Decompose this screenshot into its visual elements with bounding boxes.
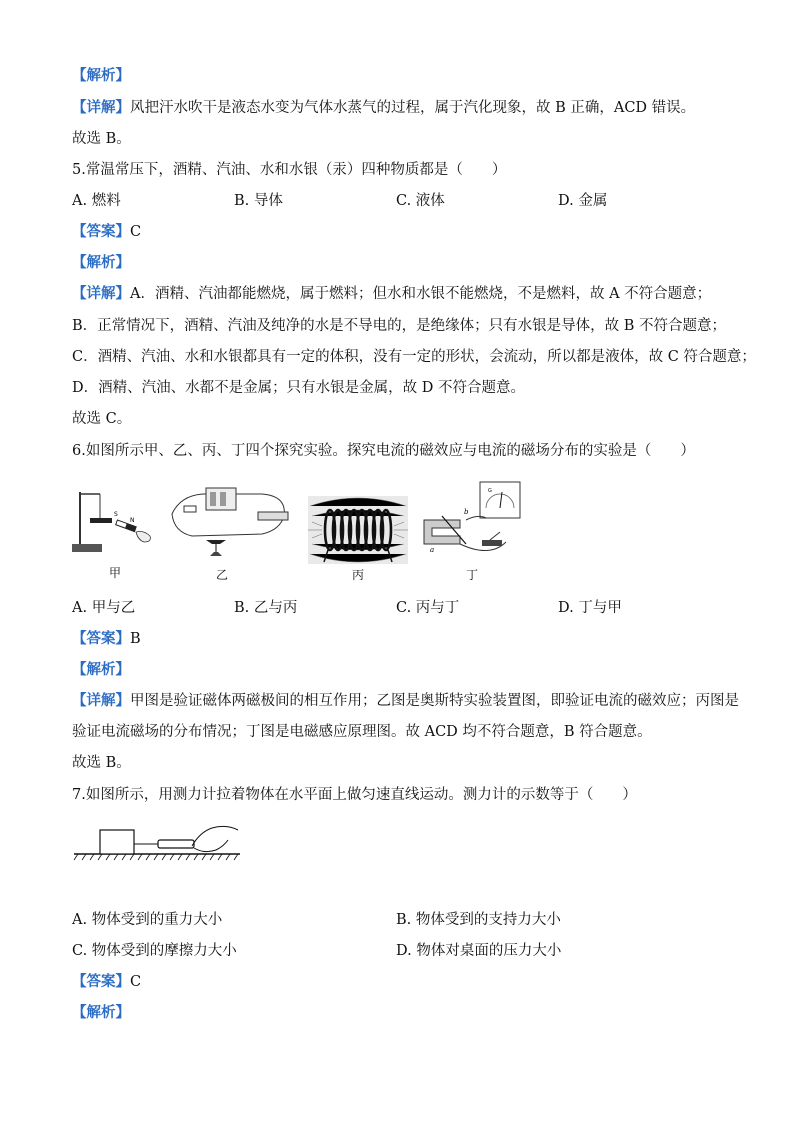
question-6-stem: 6.如图所示甲、乙、丙、丁四个探究实验。探究电流的磁效应与电流的磁场分布的实验是（ ） [72, 443, 695, 459]
option-a: A. 物体受到的重力大小 [72, 912, 223, 928]
option-b: B. 物体受到的支持力大小 [396, 912, 561, 928]
option-b: B. 导体 [234, 193, 283, 209]
solenoid-field-diagram [308, 496, 408, 564]
answer-tag: 【答案】 [72, 630, 130, 647]
figure-bing [308, 496, 408, 564]
option-d: D. 物体对桌面的压力大小 [396, 943, 562, 959]
option-c: C. 丙与丁 [396, 600, 460, 616]
answer-tag: 【答案】 [72, 973, 130, 990]
figure-label-bing: 丙 [351, 568, 364, 582]
svg-text:G: G [488, 488, 492, 494]
detail-line: C．酒精、汽油、水和水银都具有一定的体积，没有一定的形状，会流动，所以都是液体，故 C 符合题意； [72, 349, 756, 365]
analysis-tag: 【解析】 [72, 661, 130, 678]
spring-scale-diagram [72, 816, 242, 864]
option-a: A. 甲与乙 [72, 600, 136, 616]
detail-paragraph: 【详解】风把汗水吹干是液态水变为气体水蒸气的过程，属于汽化现象，故 B 正确，ACD 错误。 [72, 99, 696, 116]
induction-diagram [420, 480, 524, 564]
analysis-tag: 【解析】 [72, 67, 130, 84]
analysis-tag: 【解析】 [72, 1004, 130, 1021]
answer-line: 【答案】B [72, 630, 141, 647]
detail-line: D．酒精、汽油、水都不是金属；只有水银是金属，故 D 不符合题意。 [72, 380, 525, 396]
figure-jia [70, 480, 160, 560]
conclusion: 故选 C。 [72, 411, 132, 427]
analysis-tag: 【解析】 [72, 254, 130, 271]
detail-paragraph: 【详解】甲图是验证磁体两磁极间的相互作用；乙图是奥斯特实验装置图，即验证电流的磁效应；丙图是 [72, 692, 739, 709]
figure-ding [420, 480, 524, 564]
option-b: B. 乙与丙 [234, 600, 298, 616]
question-7-stem: 7.如图所示，用测力计拉着物体在水平面上做匀速直线运动。测力计的示数等于（ ） [72, 787, 637, 803]
option-d: D. 丁与甲 [558, 600, 622, 616]
detail-tag: 【详解】 [72, 99, 130, 116]
figure-label-yi: 乙 [215, 568, 228, 582]
magnet-stand-diagram [70, 480, 160, 560]
conclusion: 故选 B。 [72, 131, 131, 147]
figure-spring-scale [72, 816, 242, 864]
svg-text:S: S [114, 511, 118, 518]
answer-line: 【答案】C [72, 223, 142, 240]
detail-line: 验证电流磁场的分布情况；丁图是电磁感应原理图。故 ACD 均不符合题意，B 符合题意。 [72, 724, 652, 740]
detail-tag: 【详解】 [72, 692, 130, 709]
option-a: A. 燃料 [72, 193, 121, 209]
figure-yi [162, 482, 296, 562]
option-c: C. 液体 [396, 193, 445, 209]
option-c: C. 物体受到的摩擦力大小 [72, 943, 237, 959]
answer-tag: 【答案】 [72, 223, 130, 240]
svg-text:a: a [430, 546, 435, 554]
option-d: D. 金属 [558, 193, 608, 209]
svg-text:b: b [464, 508, 469, 516]
answer-line: 【答案】C [72, 973, 142, 990]
figure-label-jia: 甲 [108, 566, 121, 580]
detail-tag: 【详解】 [72, 285, 130, 302]
detail-paragraph: 【详解】A．酒精、汽油都能燃烧，属于燃料；但水和水银不能燃烧，不是燃料，故 A 不符合题意； [72, 285, 712, 302]
svg-text:N: N [130, 517, 135, 524]
detail-line: B．正常情况下，酒精、汽油及纯净的水是不导电的，是绝缘体；只有水银是导体，故 B 不符合题意； [72, 318, 727, 334]
oersted-experiment-diagram [162, 482, 296, 562]
figure-label-ding: 丁 [465, 568, 478, 582]
conclusion: 故选 B。 [72, 755, 131, 771]
question-5-stem: 5.常温常压下，酒精、汽油、水和水银（汞）四种物质都是（ ） [72, 162, 507, 178]
